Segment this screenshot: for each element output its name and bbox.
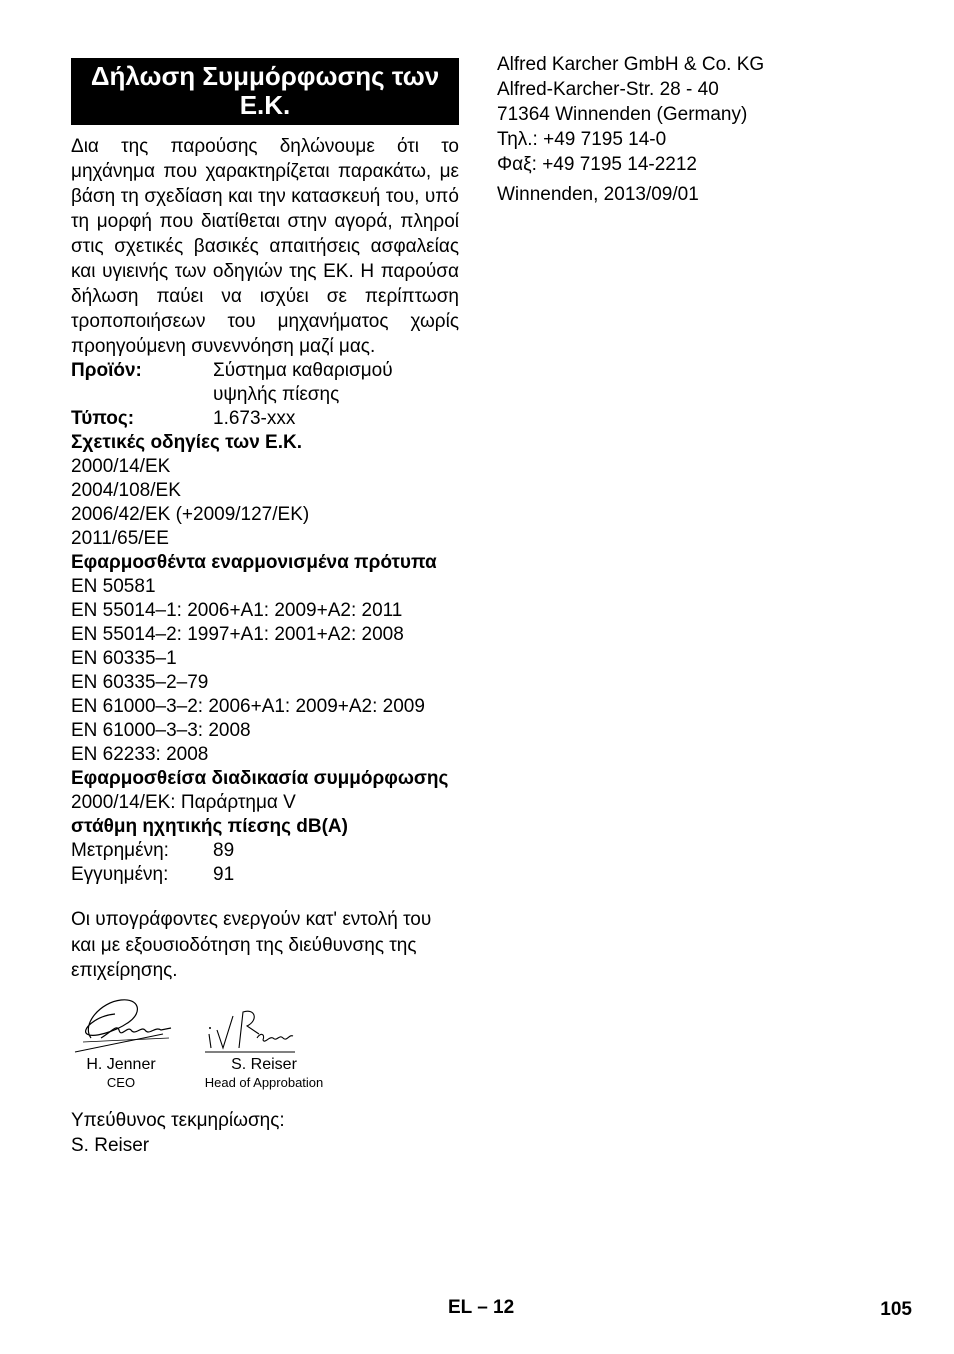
page-number: 105 <box>880 1299 912 1320</box>
company-fax: Φαξ: +49 7195 14-2212 <box>497 154 697 175</box>
signatories-paragraph: Οι υπογράφοντες ενεργούν κατ' εντολή του και με εξουσιοδότηση της διεύθυνσης της επιχείρησης. <box>71 909 432 981</box>
documentation-block <box>71 1108 459 1158</box>
guaranteed-label: Εγγυημένη: <box>71 864 169 885</box>
standard-item: EN 60335–1 <box>71 648 177 669</box>
standard-item: EN 60335–2–79 <box>71 672 209 693</box>
place-date: Winnenden, 2013/09/01 <box>497 184 699 205</box>
product-value: Σύστημα καθαρισμού υψηλής πίεσης <box>213 360 393 405</box>
directive-item: 2011/65/EE <box>71 528 169 549</box>
product-row <box>71 359 459 407</box>
standard-item: EN 55014–1: 2006+A1: 2009+A2: 2011 <box>71 600 403 621</box>
standard-item: EN 55014–2: 1997+A1: 2001+A2: 2008 <box>71 624 404 645</box>
intro-paragraph: Δια της παρούσης δηλώνουμε ότι το μηχάνημα που χαρακτηρίζεται παρακάτω, με βάση τη σχεδίαση και την κατασκευή του, υπό τη μορφή που διατίθεται στην αγορά, πληροί στις σχετικές βασικές απαιτήσεις ασφαλείας και υγιεινής των οδηγιών της ΕΚ. Η παρούσα δήλωση παύει να ισχύει σε περίπτωση τροποποιήσεων του μηχανήματος χωρίς προηγούμενη συνεννόηση μαζί μας. <box>71 136 459 357</box>
type-label: Τύπος: <box>71 408 135 429</box>
measured-value: 89 <box>213 840 235 861</box>
footer-section: EL – 12 <box>448 1297 515 1318</box>
directives-heading: Σχετικές οδηγίες των Ε.Κ. <box>71 432 302 453</box>
standard-item: EN 61000–3–2: 2006+A1: 2009+A2: 2009 <box>71 696 425 717</box>
sound-heading: στάθμη ηχητικής πίεσης dB(A) <box>71 816 348 837</box>
directive-item: 2000/14/EK <box>71 456 171 477</box>
signature-jenner-image <box>71 994 196 1056</box>
signature-reiser <box>199 994 329 1092</box>
signer-role: CEO <box>106 1074 136 1090</box>
signature-reiser-image <box>199 994 299 1056</box>
signer-name: S. Reiser <box>231 1055 297 1073</box>
type-row <box>71 407 459 431</box>
company-phone: Τηλ.: +49 7195 14-0 <box>497 129 667 150</box>
standard-item: EN 50581 <box>71 576 156 597</box>
page-title: Δήλωση Συμμόρφωσης των Ε.Κ. <box>71 58 459 125</box>
signature-jenner <box>71 994 171 1092</box>
signer-role: Head of Approbation <box>204 1074 324 1090</box>
product-label: Προϊόν: <box>71 360 142 381</box>
guaranteed-value: 91 <box>213 864 235 885</box>
documentation-name: S. Reiser <box>71 1134 150 1156</box>
standard-item: EN 62233: 2008 <box>71 744 209 765</box>
procedure-value: 2000/14/EK: Παράρτημα V <box>71 792 296 813</box>
directive-item: 2004/108/EK <box>71 480 181 501</box>
company-city: 71364 Winnenden (Germany) <box>497 104 748 125</box>
documentation-label: Υπεύθυνος τεκμηρίωσης: <box>71 1109 285 1131</box>
company-name: Alfred Karcher GmbH & Co. KG <box>497 54 765 75</box>
standard-item: EN 61000–3–3: 2008 <box>71 720 251 741</box>
directive-item: 2006/42/EK (+2009/127/EK) <box>71 504 310 525</box>
type-value: 1.673-xxx <box>213 408 296 429</box>
left-column <box>71 58 459 1158</box>
signer-name: H. Jenner <box>86 1055 156 1073</box>
procedure-heading: Εφαρμοσθείσα διαδικασία συμμόρφωσης <box>71 768 449 789</box>
right-column <box>497 52 897 207</box>
measured-label: Μετρημένη: <box>71 840 169 861</box>
measured-row <box>71 839 459 863</box>
standards-heading: Εφαρμοσθέντα εναρμονισμένα πρότυπα <box>71 552 437 573</box>
company-street: Alfred-Karcher-Str. 28 - 40 <box>497 79 719 100</box>
guaranteed-row <box>71 863 459 887</box>
signature-block <box>71 994 459 1094</box>
